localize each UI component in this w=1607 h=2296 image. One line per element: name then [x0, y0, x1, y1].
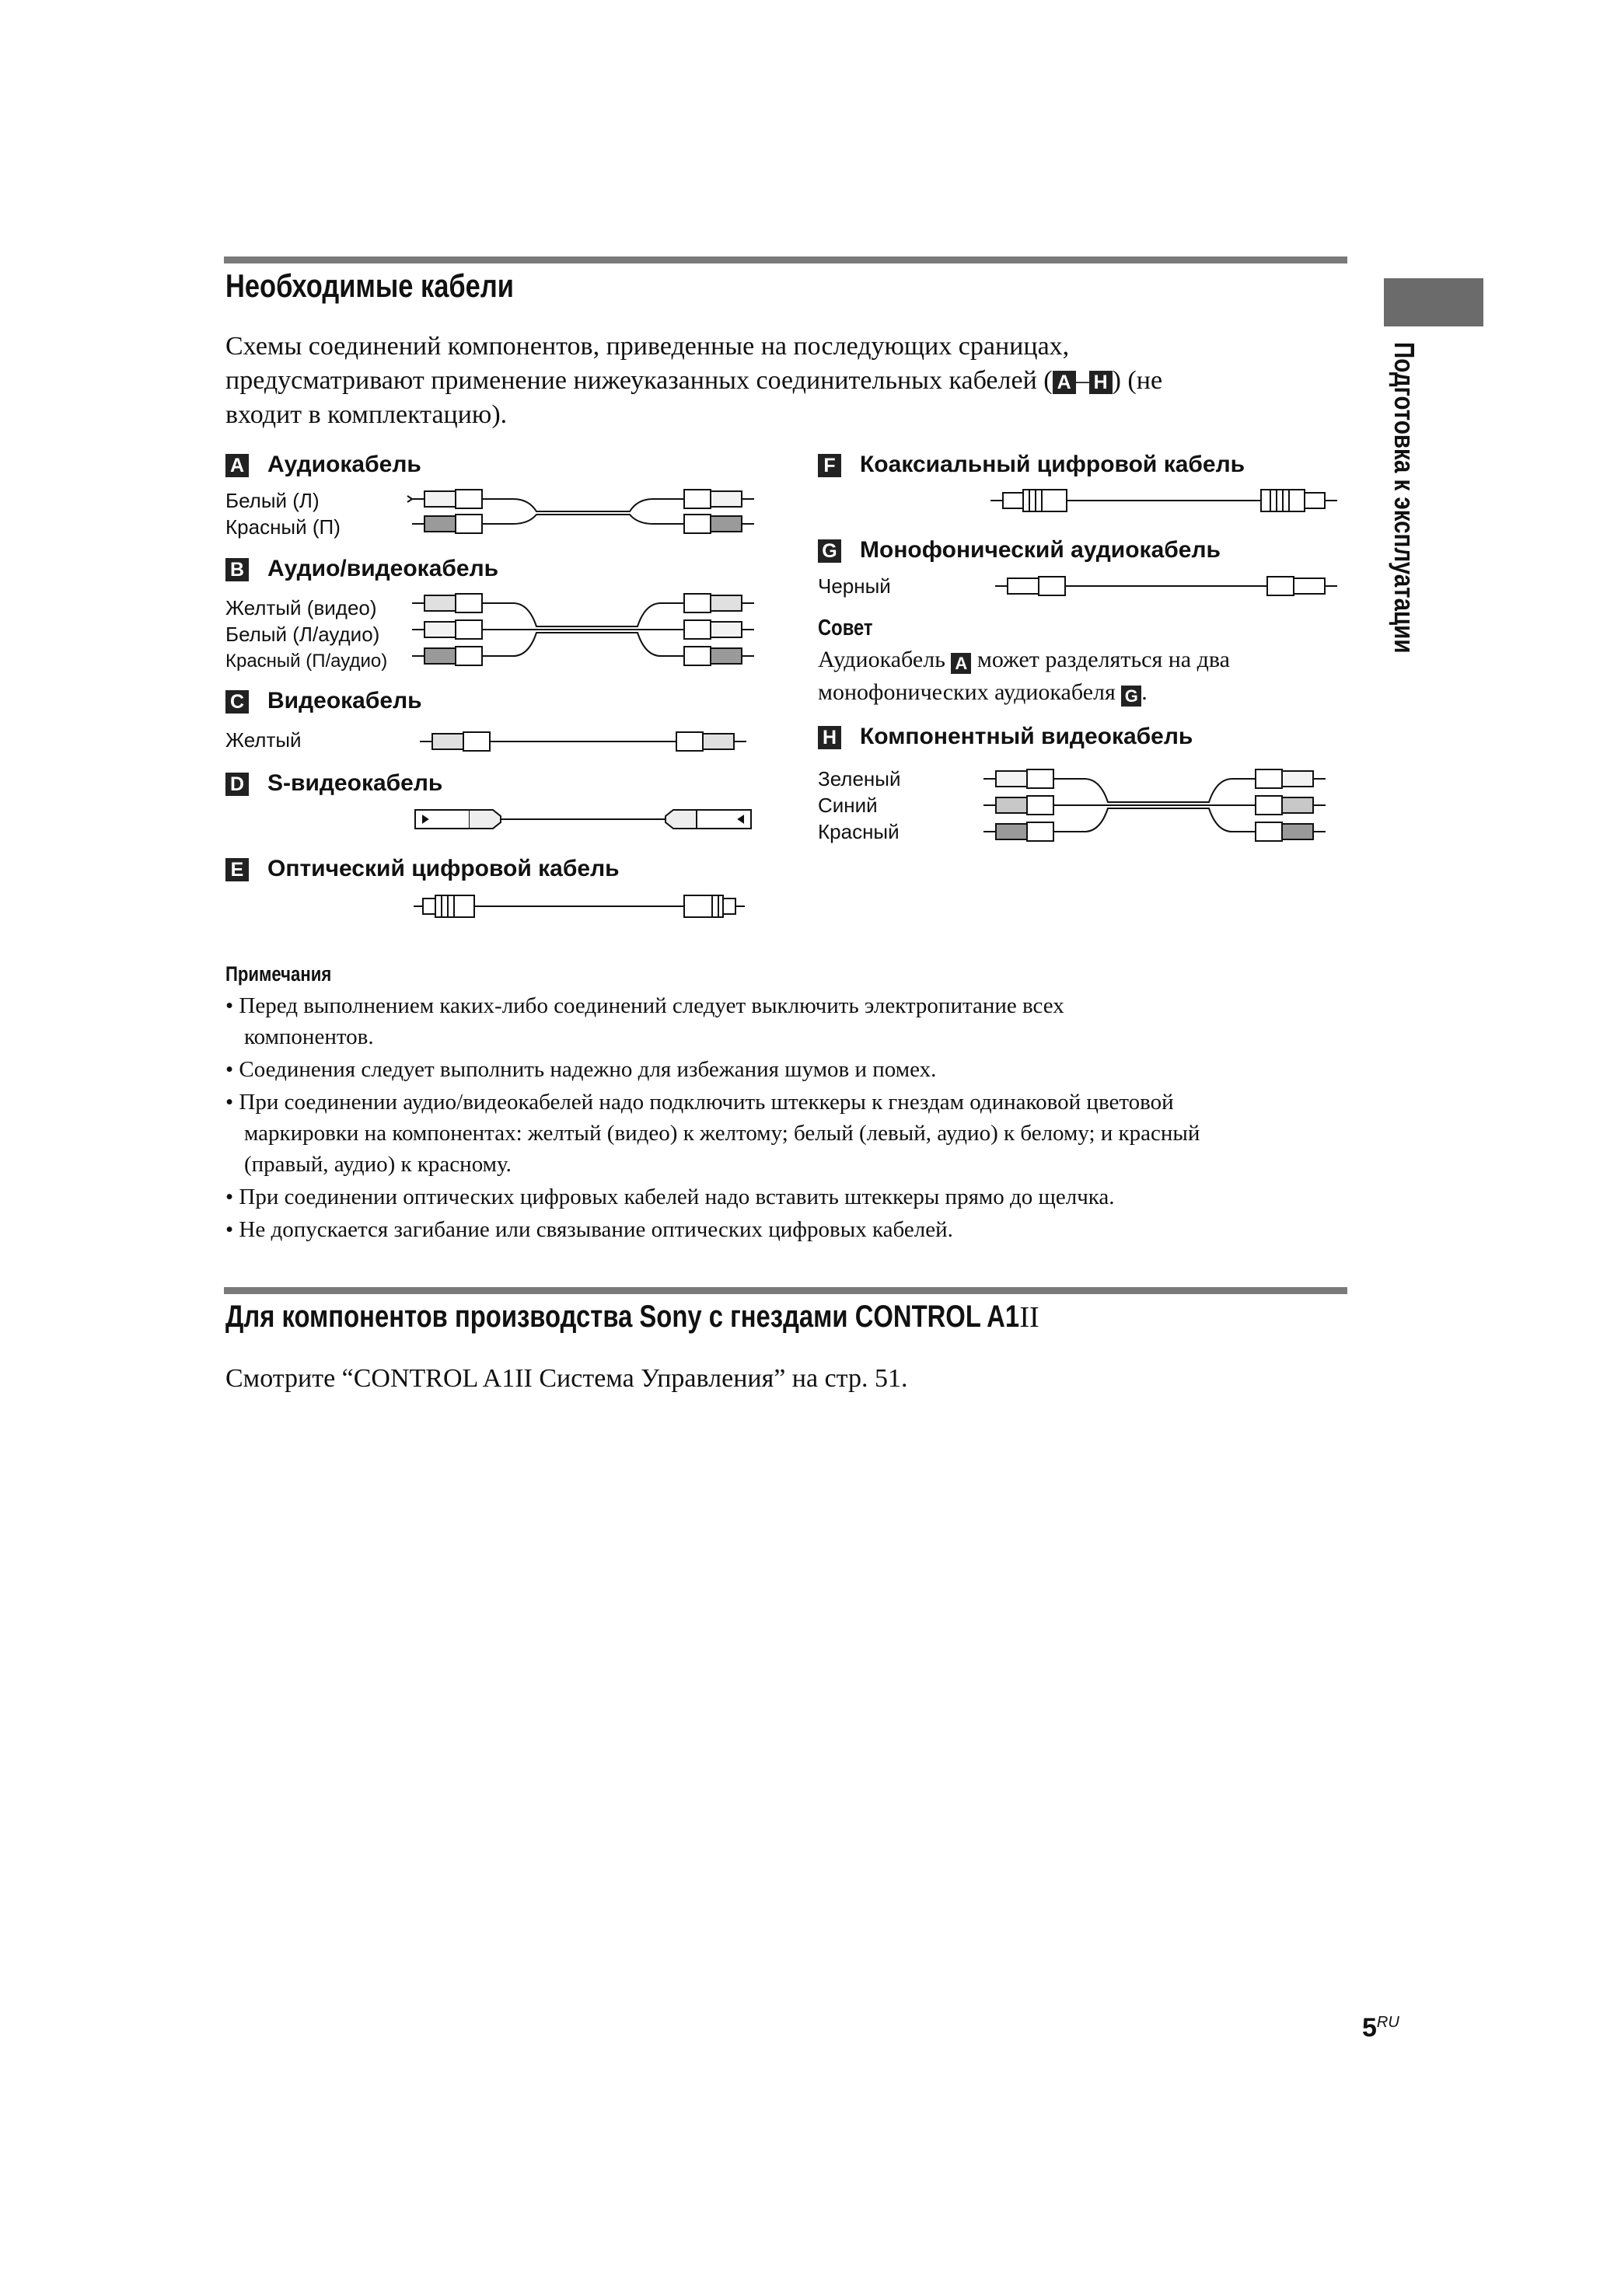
- note-1-line-1: Перед выполнением каких-либо соединений следует выключить электропитание всех: [239, 993, 1064, 1018]
- tip-text: [818, 644, 1230, 709]
- side-tab-block: [1384, 278, 1483, 326]
- cable-h-title: [818, 723, 1193, 751]
- tip-heading: Совет: [818, 616, 873, 640]
- cable-h-letter: H: [818, 726, 841, 749]
- cable-b-name: Аудио/видеокабель: [267, 556, 499, 581]
- intro-line-1: Схемы соединений компонентов, приведенные на последующих сраницах,: [225, 332, 1070, 361]
- notes-heading: Примечания: [225, 962, 332, 986]
- intro-line-2-text: предусматривают применение нижеуказанных соединительных кабелей (: [225, 366, 1053, 395]
- tip-line-1-pre: Аудиокабель: [818, 647, 952, 672]
- section-2-title: [225, 1296, 1039, 1338]
- cable-a-letter: A: [225, 454, 249, 477]
- cable-b-label-3: Красный (П/аудио): [225, 651, 388, 672]
- intro-line-2-end: ) (не: [1112, 366, 1163, 395]
- tip-line-2-post: .: [1141, 679, 1148, 705]
- tip-line-2-pre: монофонических аудиокабеля: [818, 679, 1122, 705]
- section-2-rule: [224, 1287, 1347, 1294]
- cable-e-letter: E: [225, 858, 249, 881]
- cable-c-diagram: [404, 724, 762, 759]
- page-number: [1362, 2013, 1399, 2043]
- cable-c-label-1: Желтый: [225, 728, 302, 752]
- cable-c-letter: C: [225, 690, 249, 714]
- tip-badge-g: G: [1121, 686, 1141, 707]
- cable-b-title: [225, 555, 498, 583]
- note-1-line-2: компонентов.: [244, 1024, 374, 1049]
- tip-badge-a: A: [951, 653, 971, 674]
- bullet: •: [225, 1217, 239, 1242]
- cable-f-diagram: [987, 483, 1345, 518]
- note-item-2: [225, 1054, 1353, 1085]
- cable-g-name: Монофонический аудиокабель: [860, 537, 1221, 563]
- bullet: •: [225, 1185, 239, 1209]
- cable-b-label-1: Желтый (видео): [225, 596, 377, 619]
- note-item-1: [225, 990, 1353, 1052]
- cable-h-label-2: Синий: [818, 794, 878, 817]
- note-5-line-1: Не допускается загибание или связывание оптических цифровых кабелей.: [239, 1217, 953, 1242]
- cable-f-name: Коаксиальный цифровой кабель: [860, 452, 1245, 477]
- page-number-value: 5: [1362, 2013, 1377, 2043]
- note-item-4: [225, 1181, 1353, 1213]
- badge-a: A: [1053, 371, 1076, 394]
- note-3-line-2: маркировки на компонентах: желтый (видео) к желтому; белый (левый, аудио) к белому; и красный: [244, 1121, 1200, 1146]
- cable-a-name: Аудиокабель: [267, 452, 421, 477]
- cable-g-title: [818, 536, 1221, 564]
- intro-dash: –: [1075, 366, 1089, 395]
- badge-h: H: [1089, 371, 1113, 394]
- cable-e-title: [225, 855, 620, 883]
- side-tab-label: Подготовка к эксплуатации: [1389, 342, 1420, 654]
- cable-c-title: [225, 687, 422, 715]
- cable-h-label-1: Зеленый: [818, 767, 901, 790]
- cable-d-name: S-видеокабель: [267, 770, 443, 796]
- tip-line-1: [818, 644, 1230, 676]
- note-4-line-1: При соединении оптических цифровых кабелей надо вставить штеккеры прямо до щелчка.: [239, 1185, 1115, 1209]
- note-3-line-3: (правый, аудио) к красному.: [244, 1152, 512, 1177]
- section-2-title-suffix: II: [1019, 1301, 1039, 1334]
- section-title: Необходимые кабели: [225, 267, 514, 304]
- cable-e-diagram: [404, 889, 762, 923]
- section-2-body: Смотрите “CONTROL A1II Система Управления” на стр. 51.: [225, 1364, 908, 1393]
- intro-line-3: входит в комплектацию).: [225, 400, 508, 429]
- bullet: •: [225, 1090, 239, 1115]
- cable-g-label-1: Черный: [818, 574, 891, 598]
- cable-g-diagram: [987, 569, 1345, 603]
- cable-d-letter: D: [225, 773, 249, 796]
- notes-list: [225, 990, 1353, 1245]
- cable-c-name: Видеокабель: [267, 688, 422, 714]
- cable-d-diagram: [404, 802, 762, 836]
- section-2-title-text: Для компонентов производства Sony с гнездами CONTROL A1: [225, 1300, 1020, 1334]
- note-3-line-1: При соединении аудио/видеокабелей надо подключить штеккеры к гнездам одинаковой цветовой: [239, 1090, 1174, 1115]
- cable-e-name: Оптический цифровой кабель: [267, 856, 620, 881]
- intro-paragraph: [225, 330, 1329, 432]
- section-rule-top: [224, 256, 1347, 263]
- cable-b-diagram: [404, 588, 762, 673]
- page-number-suffix: RU: [1376, 2014, 1399, 2031]
- cable-a-label-2: Красный (П): [225, 515, 341, 539]
- cable-b-label-2: Белый (Л/аудио): [225, 623, 380, 646]
- tip-line-2: [818, 676, 1230, 709]
- cable-g-letter: G: [818, 539, 841, 563]
- note-2-line-1: Соединения следует выполнить надежно для избежания шумов и помех.: [239, 1057, 937, 1082]
- cable-h-diagram: [976, 763, 1333, 849]
- cable-f-title: [818, 451, 1245, 479]
- cable-h-label-3: Красный: [818, 820, 900, 843]
- cable-a-title: [225, 451, 421, 479]
- bullet: •: [225, 993, 239, 1018]
- cable-a-diagram: [404, 482, 762, 544]
- cable-h-name: Компонентный видеокабель: [860, 724, 1193, 749]
- cable-b-letter: B: [225, 558, 249, 581]
- intro-line-2: [225, 364, 1329, 398]
- bullet: •: [225, 1057, 239, 1082]
- note-item-3: [225, 1087, 1353, 1180]
- tip-line-1-post: может разделяться на два: [971, 647, 1230, 672]
- cable-a-label-1: Белый (Л): [225, 489, 320, 512]
- cable-f-letter: F: [818, 454, 841, 477]
- note-item-5: [225, 1214, 1353, 1245]
- cable-d-title: [225, 769, 442, 797]
